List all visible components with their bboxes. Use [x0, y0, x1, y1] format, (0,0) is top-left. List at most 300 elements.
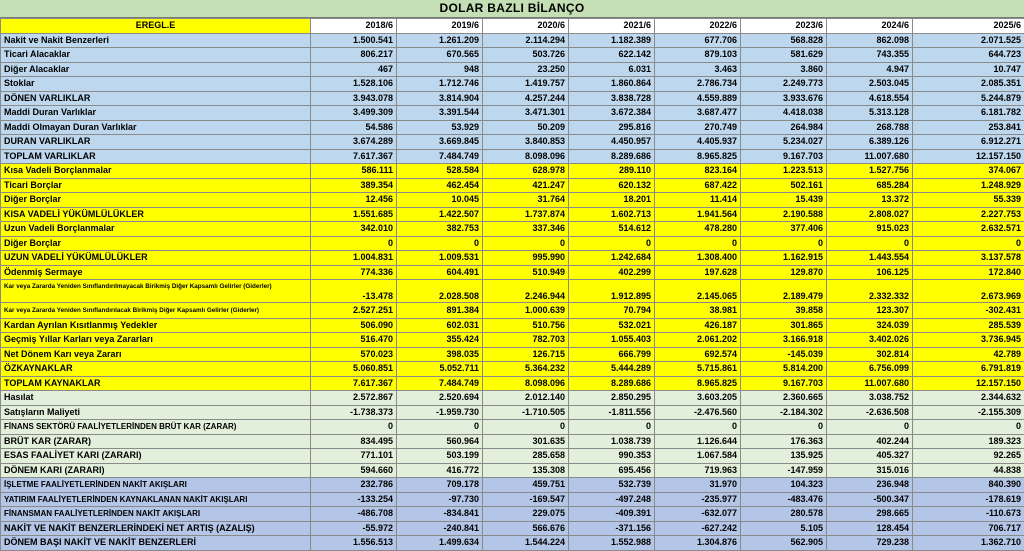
value-cell[interactable]: 0	[827, 236, 913, 251]
value-cell[interactable]: 0	[827, 420, 913, 435]
value-cell[interactable]: 560.964	[397, 434, 483, 449]
value-cell[interactable]: 426.187	[655, 318, 741, 333]
value-cell[interactable]: 502.161	[741, 178, 827, 193]
row-label[interactable]: ÖZKAYNAKLAR	[1, 362, 311, 377]
value-cell[interactable]: 467	[311, 62, 397, 77]
value-cell[interactable]: 123.307	[827, 303, 913, 319]
value-cell[interactable]: 54.586	[311, 120, 397, 135]
value-cell[interactable]: -169.547	[483, 492, 569, 507]
value-cell[interactable]: -834.841	[397, 507, 483, 522]
value-cell[interactable]: 2.572.867	[311, 391, 397, 406]
value-cell[interactable]: 126.715	[483, 347, 569, 362]
value-cell[interactable]: 514.612	[569, 222, 655, 237]
value-cell[interactable]: 1.527.756	[827, 164, 913, 179]
value-cell[interactable]: 12.157.150	[913, 149, 1024, 164]
value-cell[interactable]: -110.673	[913, 507, 1024, 522]
value-cell[interactable]: 891.384	[397, 303, 483, 319]
value-cell[interactable]: 528.584	[397, 164, 483, 179]
value-cell[interactable]: 695.456	[569, 463, 655, 478]
value-cell[interactable]: 377.406	[741, 222, 827, 237]
value-cell[interactable]: 315.016	[827, 463, 913, 478]
value-cell[interactable]: 566.676	[483, 521, 569, 536]
value-cell[interactable]: 2.145.065	[655, 280, 741, 303]
value-cell[interactable]: 3.814.904	[397, 91, 483, 106]
value-cell[interactable]: 3.943.078	[311, 91, 397, 106]
value-cell[interactable]: 129.870	[741, 265, 827, 280]
value-cell[interactable]: 15.439	[741, 193, 827, 208]
row-label[interactable]: Kardan Ayrılan Kısıtlanmış Yedekler	[1, 318, 311, 333]
value-cell[interactable]: 1.004.831	[311, 251, 397, 266]
value-cell[interactable]: 459.751	[483, 478, 569, 493]
value-cell[interactable]: 771.101	[311, 449, 397, 464]
value-cell[interactable]: 268.788	[827, 120, 913, 135]
value-cell[interactable]: 806.217	[311, 48, 397, 63]
value-cell[interactable]: -1.710.505	[483, 405, 569, 420]
value-cell[interactable]: 5.313.128	[827, 106, 913, 121]
value-cell[interactable]: 1.162.915	[741, 251, 827, 266]
value-cell[interactable]: 510.949	[483, 265, 569, 280]
value-cell[interactable]: 516.470	[311, 333, 397, 348]
row-label[interactable]: FİNANS SEKTÖRÜ FAALİYETLERİNDEN BRÜT KAR (ZARAR)	[1, 420, 311, 435]
value-cell[interactable]: 743.355	[827, 48, 913, 63]
value-cell[interactable]: 128.454	[827, 521, 913, 536]
value-cell[interactable]: 31.764	[483, 193, 569, 208]
value-cell[interactable]: 7.617.367	[311, 149, 397, 164]
value-cell[interactable]: 4.257.244	[483, 91, 569, 106]
value-cell[interactable]: 0	[483, 420, 569, 435]
value-cell[interactable]: 503.199	[397, 449, 483, 464]
value-cell[interactable]: -632.077	[655, 507, 741, 522]
value-cell[interactable]: 862.098	[827, 33, 913, 48]
value-cell[interactable]: 1.182.389	[569, 33, 655, 48]
value-cell[interactable]: 7.484.749	[397, 149, 483, 164]
value-cell[interactable]: 915.023	[827, 222, 913, 237]
row-label[interactable]: Kısa Vadeli Borçlanmalar	[1, 164, 311, 179]
value-cell[interactable]: 3.838.728	[569, 91, 655, 106]
value-cell[interactable]: 1.038.739	[569, 434, 655, 449]
value-cell[interactable]: 3.391.544	[397, 106, 483, 121]
value-cell[interactable]: 1.941.564	[655, 207, 741, 222]
value-cell[interactable]: 581.629	[741, 48, 827, 63]
row-label[interactable]: Satışların Maliyeti	[1, 405, 311, 420]
value-cell[interactable]: 4.618.554	[827, 91, 913, 106]
value-cell[interactable]: 990.353	[569, 449, 655, 464]
value-cell[interactable]: -497.248	[569, 492, 655, 507]
value-cell[interactable]: 389.354	[311, 178, 397, 193]
value-cell[interactable]: 1.248.929	[913, 178, 1024, 193]
value-cell[interactable]: 421.247	[483, 178, 569, 193]
value-cell[interactable]: 342.010	[311, 222, 397, 237]
value-cell[interactable]: 232.786	[311, 478, 397, 493]
value-cell[interactable]: 355.424	[397, 333, 483, 348]
value-cell[interactable]: -483.476	[741, 492, 827, 507]
value-cell[interactable]: 3.840.853	[483, 135, 569, 150]
value-cell[interactable]: 2.061.202	[655, 333, 741, 348]
row-label[interactable]: İŞLETME FAALİYETLERİNDEN NAKİT AKIŞLARI	[1, 478, 311, 493]
value-cell[interactable]: 1.009.531	[397, 251, 483, 266]
row-label[interactable]: Net Dönem Karı veya Zararı	[1, 347, 311, 362]
value-cell[interactable]: 670.565	[397, 48, 483, 63]
value-cell[interactable]: 666.799	[569, 347, 655, 362]
value-cell[interactable]: 9.167.703	[741, 149, 827, 164]
value-cell[interactable]: 1.737.874	[483, 207, 569, 222]
row-label[interactable]: Ticari Alacaklar	[1, 48, 311, 63]
value-cell[interactable]: 176.363	[741, 434, 827, 449]
value-cell[interactable]: 104.323	[741, 478, 827, 493]
value-cell[interactable]: 3.137.578	[913, 251, 1024, 266]
value-cell[interactable]: 1.067.584	[655, 449, 741, 464]
value-cell[interactable]: 1.223.513	[741, 164, 827, 179]
value-cell[interactable]: 2.246.944	[483, 280, 569, 303]
row-label[interactable]: BRÜT KAR (ZARAR)	[1, 434, 311, 449]
value-cell[interactable]: 53.929	[397, 120, 483, 135]
value-cell[interactable]: 3.860	[741, 62, 827, 77]
value-cell[interactable]: 2.808.027	[827, 207, 913, 222]
value-cell[interactable]: 2.360.665	[741, 391, 827, 406]
value-cell[interactable]: -2.636.508	[827, 405, 913, 420]
value-cell[interactable]: 3.402.026	[827, 333, 913, 348]
value-cell[interactable]: 1.419.757	[483, 77, 569, 92]
value-cell[interactable]: -486.708	[311, 507, 397, 522]
value-cell[interactable]: 285.539	[913, 318, 1024, 333]
row-label[interactable]: Diğer Borçlar	[1, 193, 311, 208]
value-cell[interactable]: 6.031	[569, 62, 655, 77]
value-cell[interactable]: 1.443.554	[827, 251, 913, 266]
value-cell[interactable]: 0	[569, 420, 655, 435]
row-label[interactable]: DÖNEN VARLIKLAR	[1, 91, 311, 106]
value-cell[interactable]: 5.105	[741, 521, 827, 536]
row-label[interactable]: Diğer Borçlar	[1, 236, 311, 251]
value-cell[interactable]: 1.055.403	[569, 333, 655, 348]
value-cell[interactable]: 2.190.588	[741, 207, 827, 222]
value-cell[interactable]: 6.389.126	[827, 135, 913, 150]
value-cell[interactable]: 5.444.289	[569, 362, 655, 377]
value-cell[interactable]: 604.491	[397, 265, 483, 280]
value-cell[interactable]: 285.658	[483, 449, 569, 464]
value-cell[interactable]: 8.289.686	[569, 149, 655, 164]
value-cell[interactable]: 570.023	[311, 347, 397, 362]
value-cell[interactable]: 382.753	[397, 222, 483, 237]
value-cell[interactable]: 1.912.895	[569, 280, 655, 303]
value-cell[interactable]: 264.984	[741, 120, 827, 135]
period-header[interactable]: 2020/6	[483, 19, 569, 34]
value-cell[interactable]: 823.164	[655, 164, 741, 179]
period-header[interactable]: 2019/6	[397, 19, 483, 34]
value-cell[interactable]: -178.619	[913, 492, 1024, 507]
value-cell[interactable]: 189.323	[913, 434, 1024, 449]
value-cell[interactable]: 506.090	[311, 318, 397, 333]
value-cell[interactable]: 4.559.889	[655, 91, 741, 106]
value-cell[interactable]: 3.499.309	[311, 106, 397, 121]
value-cell[interactable]: 13.372	[827, 193, 913, 208]
value-cell[interactable]: 8.965.825	[655, 149, 741, 164]
value-cell[interactable]: 4.947	[827, 62, 913, 77]
row-label[interactable]: Nakit ve Nakit Benzerleri	[1, 33, 311, 48]
row-label[interactable]: Stoklar	[1, 77, 311, 92]
value-cell[interactable]: 719.963	[655, 463, 741, 478]
value-cell[interactable]: 1.422.507	[397, 207, 483, 222]
value-cell[interactable]: 31.970	[655, 478, 741, 493]
value-cell[interactable]: -371.156	[569, 521, 655, 536]
period-header[interactable]: 2024/6	[827, 19, 913, 34]
value-cell[interactable]: 5.364.232	[483, 362, 569, 377]
row-label[interactable]: DÖNEM BAŞI NAKİT VE NAKİT BENZERLERİ	[1, 536, 311, 551]
value-cell[interactable]: 8.965.825	[655, 376, 741, 391]
row-label[interactable]: TOPLAM KAYNAKLAR	[1, 376, 311, 391]
value-cell[interactable]: 6.912.271	[913, 135, 1024, 150]
value-cell[interactable]: 879.103	[655, 48, 741, 63]
value-cell[interactable]: 2.332.332	[827, 280, 913, 303]
value-cell[interactable]: 11.007.680	[827, 376, 913, 391]
value-cell[interactable]: 782.703	[483, 333, 569, 348]
value-cell[interactable]: 0	[397, 420, 483, 435]
value-cell[interactable]: 7.484.749	[397, 376, 483, 391]
value-cell[interactable]: 706.717	[913, 521, 1024, 536]
value-cell[interactable]: 3.603.205	[655, 391, 741, 406]
row-label[interactable]: UZUN VADELİ YÜKÜMLÜLÜKLER	[1, 251, 311, 266]
row-label[interactable]: KISA VADELİ YÜKÜMLÜLÜKLER	[1, 207, 311, 222]
value-cell[interactable]: -409.391	[569, 507, 655, 522]
value-cell[interactable]: 8.098.096	[483, 376, 569, 391]
value-cell[interactable]: 0	[311, 420, 397, 435]
period-header[interactable]: 2018/6	[311, 19, 397, 34]
value-cell[interactable]: -1.811.556	[569, 405, 655, 420]
value-cell[interactable]: -1.738.373	[311, 405, 397, 420]
value-cell[interactable]: 0	[655, 236, 741, 251]
value-cell[interactable]: 709.178	[397, 478, 483, 493]
value-cell[interactable]: 70.794	[569, 303, 655, 319]
value-cell[interactable]: 1.602.713	[569, 207, 655, 222]
value-cell[interactable]: 462.454	[397, 178, 483, 193]
value-cell[interactable]: 3.038.752	[827, 391, 913, 406]
value-cell[interactable]: 5.060.851	[311, 362, 397, 377]
value-cell[interactable]: 602.031	[397, 318, 483, 333]
value-cell[interactable]: 12.456	[311, 193, 397, 208]
value-cell[interactable]: 0	[741, 420, 827, 435]
value-cell[interactable]: 11.007.680	[827, 149, 913, 164]
value-cell[interactable]: -235.977	[655, 492, 741, 507]
value-cell[interactable]: 4.418.038	[741, 106, 827, 121]
value-cell[interactable]: 236.948	[827, 478, 913, 493]
value-cell[interactable]: 3.166.918	[741, 333, 827, 348]
value-cell[interactable]: 0	[655, 420, 741, 435]
value-cell[interactable]: 0	[311, 236, 397, 251]
value-cell[interactable]: 337.346	[483, 222, 569, 237]
value-cell[interactable]: 6.756.099	[827, 362, 913, 377]
value-cell[interactable]: 270.749	[655, 120, 741, 135]
value-cell[interactable]: 39.858	[741, 303, 827, 319]
value-cell[interactable]: 9.167.703	[741, 376, 827, 391]
value-cell[interactable]: 3.736.945	[913, 333, 1024, 348]
value-cell[interactable]: 10.747	[913, 62, 1024, 77]
value-cell[interactable]: 5.715.861	[655, 362, 741, 377]
value-cell[interactable]: 2.114.294	[483, 33, 569, 48]
value-cell[interactable]: 135.308	[483, 463, 569, 478]
value-cell[interactable]: -627.242	[655, 521, 741, 536]
value-cell[interactable]: 2.028.508	[397, 280, 483, 303]
row-label[interactable]: Kar veya Zararda Yeniden Sınıflandırılacak Birikmiş Diğer Kapsamlı Gelirler (Giderler)	[1, 303, 311, 319]
value-cell[interactable]: 2.071.525	[913, 33, 1024, 48]
value-cell[interactable]: 280.578	[741, 507, 827, 522]
row-label[interactable]: Hasılat	[1, 391, 311, 406]
value-cell[interactable]: 2.085.351	[913, 77, 1024, 92]
value-cell[interactable]: 0	[913, 236, 1024, 251]
value-cell[interactable]: 3.471.301	[483, 106, 569, 121]
value-cell[interactable]: 2.249.773	[741, 77, 827, 92]
value-cell[interactable]: 55.339	[913, 193, 1024, 208]
value-cell[interactable]: 10.045	[397, 193, 483, 208]
value-cell[interactable]: 948	[397, 62, 483, 77]
value-cell[interactable]: 1.860.864	[569, 77, 655, 92]
value-cell[interactable]: -145.039	[741, 347, 827, 362]
value-cell[interactable]: 416.772	[397, 463, 483, 478]
value-cell[interactable]: 620.132	[569, 178, 655, 193]
value-cell[interactable]: 3.687.477	[655, 106, 741, 121]
value-cell[interactable]: 1.552.988	[569, 536, 655, 551]
value-cell[interactable]: 510.756	[483, 318, 569, 333]
value-cell[interactable]: 50.209	[483, 120, 569, 135]
value-cell[interactable]: 5.234.027	[741, 135, 827, 150]
value-cell[interactable]: 834.495	[311, 434, 397, 449]
row-label[interactable]: Diğer Alacaklar	[1, 62, 311, 77]
period-header[interactable]: 2023/6	[741, 19, 827, 34]
row-label[interactable]: DÖNEM KARI (ZARARI)	[1, 463, 311, 478]
value-cell[interactable]: 677.706	[655, 33, 741, 48]
value-cell[interactable]: 92.265	[913, 449, 1024, 464]
value-cell[interactable]: 2.632.571	[913, 222, 1024, 237]
value-cell[interactable]: -1.959.730	[397, 405, 483, 420]
value-cell[interactable]: 729.238	[827, 536, 913, 551]
value-cell[interactable]: 253.841	[913, 120, 1024, 135]
value-cell[interactable]: 4.405.937	[655, 135, 741, 150]
value-cell[interactable]: 301.635	[483, 434, 569, 449]
value-cell[interactable]: 23.250	[483, 62, 569, 77]
value-cell[interactable]: 38.981	[655, 303, 741, 319]
row-label[interactable]: Geçmiş Yıllar Karları veya Zararları	[1, 333, 311, 348]
value-cell[interactable]: 1.499.634	[397, 536, 483, 551]
value-cell[interactable]: -302.431	[913, 303, 1024, 319]
value-cell[interactable]: -2.476.560	[655, 405, 741, 420]
value-cell[interactable]: 0	[397, 236, 483, 251]
value-cell[interactable]: 42.789	[913, 347, 1024, 362]
row-label[interactable]: Kar veya Zararda Yeniden Sınıflandırılmayacak Birikmiş Diğer Kapsamlı Gelirler (Giderler)	[1, 280, 311, 303]
value-cell[interactable]: 628.978	[483, 164, 569, 179]
value-cell[interactable]: 2.786.734	[655, 77, 741, 92]
value-cell[interactable]: 3.672.384	[569, 106, 655, 121]
value-cell[interactable]: 1.712.746	[397, 77, 483, 92]
value-cell[interactable]: 503.726	[483, 48, 569, 63]
value-cell[interactable]: 644.723	[913, 48, 1024, 63]
value-cell[interactable]: 5.052.711	[397, 362, 483, 377]
value-cell[interactable]: 1.500.541	[311, 33, 397, 48]
value-cell[interactable]: 2.520.694	[397, 391, 483, 406]
value-cell[interactable]: -2.184.302	[741, 405, 827, 420]
value-cell[interactable]: 1.362.710	[913, 536, 1024, 551]
row-label[interactable]: Uzun Vadeli Borçlanmalar	[1, 222, 311, 237]
value-cell[interactable]: 402.299	[569, 265, 655, 280]
value-cell[interactable]: 1.304.876	[655, 536, 741, 551]
value-cell[interactable]: 18.201	[569, 193, 655, 208]
value-cell[interactable]: 622.142	[569, 48, 655, 63]
value-cell[interactable]: 1.556.513	[311, 536, 397, 551]
value-cell[interactable]: 0	[483, 236, 569, 251]
value-cell[interactable]: 402.244	[827, 434, 913, 449]
value-cell[interactable]: 2.189.479	[741, 280, 827, 303]
value-cell[interactable]: 478.280	[655, 222, 741, 237]
value-cell[interactable]: 374.067	[913, 164, 1024, 179]
value-cell[interactable]: 2.850.295	[569, 391, 655, 406]
value-cell[interactable]: 532.739	[569, 478, 655, 493]
value-cell[interactable]: 1.242.684	[569, 251, 655, 266]
value-cell[interactable]: 568.828	[741, 33, 827, 48]
value-cell[interactable]: 298.665	[827, 507, 913, 522]
row-label[interactable]: Ticari Borçlar	[1, 178, 311, 193]
value-cell[interactable]: 532.021	[569, 318, 655, 333]
ticker-cell[interactable]: EREGL.E	[1, 19, 311, 34]
value-cell[interactable]: 12.157.150	[913, 376, 1024, 391]
value-cell[interactable]: 8.098.096	[483, 149, 569, 164]
value-cell[interactable]: 11.414	[655, 193, 741, 208]
value-cell[interactable]: 594.660	[311, 463, 397, 478]
value-cell[interactable]: 324.039	[827, 318, 913, 333]
value-cell[interactable]: 106.125	[827, 265, 913, 280]
period-header[interactable]: 2025/6	[913, 19, 1024, 34]
value-cell[interactable]: 2.527.251	[311, 303, 397, 319]
value-cell[interactable]: 562.905	[741, 536, 827, 551]
value-cell[interactable]: 1.000.639	[483, 303, 569, 319]
value-cell[interactable]: 302.814	[827, 347, 913, 362]
value-cell[interactable]: -147.959	[741, 463, 827, 478]
value-cell[interactable]: 2.503.045	[827, 77, 913, 92]
value-cell[interactable]: 2.227.753	[913, 207, 1024, 222]
value-cell[interactable]: 301.865	[741, 318, 827, 333]
value-cell[interactable]: -240.841	[397, 521, 483, 536]
row-label[interactable]: FİNANSMAN FAALİYETLERİNDEN NAKİT AKIŞLARI	[1, 507, 311, 522]
period-header[interactable]: 2022/6	[655, 19, 741, 34]
value-cell[interactable]: 7.617.367	[311, 376, 397, 391]
value-cell[interactable]: 5.244.879	[913, 91, 1024, 106]
row-label[interactable]: TOPLAM VARLIKLAR	[1, 149, 311, 164]
value-cell[interactable]: 586.111	[311, 164, 397, 179]
value-cell[interactable]: 0	[741, 236, 827, 251]
value-cell[interactable]: 398.035	[397, 347, 483, 362]
row-label[interactable]: DURAN VARLIKLAR	[1, 135, 311, 150]
period-header[interactable]: 2021/6	[569, 19, 655, 34]
row-label[interactable]: Maddi Olmayan Duran Varlıklar	[1, 120, 311, 135]
value-cell[interactable]: -13.478	[311, 280, 397, 303]
value-cell[interactable]: 840.390	[913, 478, 1024, 493]
value-cell[interactable]: 1.261.209	[397, 33, 483, 48]
value-cell[interactable]: 135.925	[741, 449, 827, 464]
value-cell[interactable]: 6.791.819	[913, 362, 1024, 377]
value-cell[interactable]: 685.284	[827, 178, 913, 193]
value-cell[interactable]: 197.628	[655, 265, 741, 280]
value-cell[interactable]: 687.422	[655, 178, 741, 193]
value-cell[interactable]: 1.528.106	[311, 77, 397, 92]
row-label[interactable]: Maddi Duran Varlıklar	[1, 106, 311, 121]
value-cell[interactable]: 44.838	[913, 463, 1024, 478]
row-label[interactable]: Ödenmiş Sermaye	[1, 265, 311, 280]
value-cell[interactable]: 229.075	[483, 507, 569, 522]
value-cell[interactable]: -55.972	[311, 521, 397, 536]
value-cell[interactable]: 2.673.969	[913, 280, 1024, 303]
value-cell[interactable]: -500.347	[827, 492, 913, 507]
value-cell[interactable]: -97.730	[397, 492, 483, 507]
row-label[interactable]: ESAS FAALİYET KARI (ZARARI)	[1, 449, 311, 464]
value-cell[interactable]: 2.012.140	[483, 391, 569, 406]
value-cell[interactable]: 0	[569, 236, 655, 251]
value-cell[interactable]: 289.110	[569, 164, 655, 179]
